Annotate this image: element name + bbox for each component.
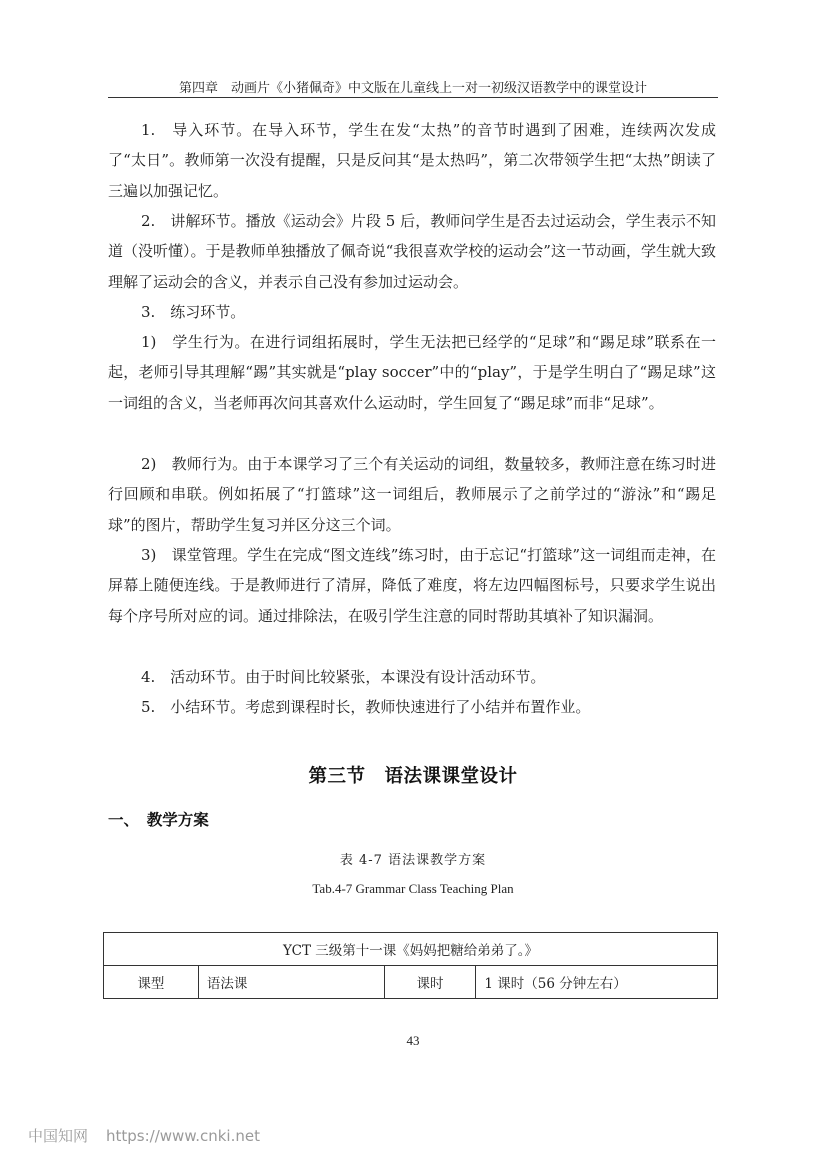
running-header: 第四章 动画片《小猪佩奇》中文版在儿童线上一对一初级汉语教学中的课堂设计	[178, 81, 647, 96]
table-cell: 课时	[384, 966, 476, 999]
paragraph-intro: 1. 导入环节。在导入环节，学生在发“太热”的音节时遇到了困难，连续两次发成了“太日”。教师第一次没有提醒，只是反问其“是太热吗”，第二次带领学生把“太热”朗读了三遍以加强记忆。	[108, 121, 716, 200]
paragraph-teacher-behavior: 2) 教师行为。由于本课学习了三个有关运动的词组，数量较多，教师注意在练习时进行回顾和串联。例如拓展了“打篮球”这一词组后，教师展示了之前学过的“游泳”和“踢足球”的图片，帮助学生复习并区分这三个词。	[108, 455, 716, 534]
table-cell: 语法课	[198, 966, 384, 999]
teaching-plan-table	[103, 932, 718, 999]
paragraph-student-behavior: 1) 学生行为。在进行词组拓展时，学生无法把已经学的“足球”和“踢足球”联系在一起，老师引导其理解“踢”其实就是“play soccer”中的“play”，于是学生明白了“踢足球”这一词组的含义，当老师再次问其喜欢什么运动时，学生回复了“踢足球”而非“足球”。	[108, 333, 716, 412]
paragraph-practice: 3. 练习环节。	[141, 303, 246, 321]
table-cell: 1 课时（56 分钟左右）	[476, 966, 718, 999]
table-cell: 课型	[104, 966, 199, 999]
sub-heading: 一、 教学方案	[108, 811, 209, 829]
table-caption-en: Tab.4-7 Grammar Class Teaching Plan	[312, 881, 514, 896]
paragraph-activity: 4. 活动环节。由于时间比较紧张，本课没有设计活动环节。	[141, 668, 546, 686]
table-title-cell: YCT 三级第十一课《妈妈把糖给弟弟了。》	[104, 933, 718, 966]
paragraph-summary: 5. 小结环节。考虑到课程时长，教师快速进行了小结并布置作业。	[141, 698, 591, 716]
section-heading: 第三节 语法课课堂设计	[308, 766, 518, 787]
cnki-url: https://www.cnki.net	[106, 1127, 260, 1145]
cnki-watermark	[28, 1125, 260, 1146]
table-row	[104, 966, 718, 999]
page-number: 43	[406, 1033, 420, 1048]
paragraph-classroom-management: 3) 课堂管理。学生在完成“图文连线”练习时，由于忘记“打篮球”这一词组而走神，在屏幕上随便连线。于是教师进行了清屏，降低了难度，将左边四幅图标号，只要求学生说出每个序号所对应的词。通过排除法，在吸引学生注意的同时帮助其填补了知识漏洞。	[108, 546, 716, 625]
paragraph-explain: 2. 讲解环节。播放《运动会》片段 5 后，教师问学生是否去过运动会，学生表示不知道（没听懂）。于是教师单独播放了佩奇说“我很喜欢学校的运动会”这一节动画，学生就大致理解了运动会的含义，并表示自己没有参加过运动会。	[108, 212, 716, 291]
header-rule	[108, 97, 718, 98]
table-caption-cn: 表 4-7 语法课教学方案	[339, 853, 487, 868]
cnki-logo: 中国知网	[28, 1127, 89, 1145]
table-row	[104, 933, 718, 966]
